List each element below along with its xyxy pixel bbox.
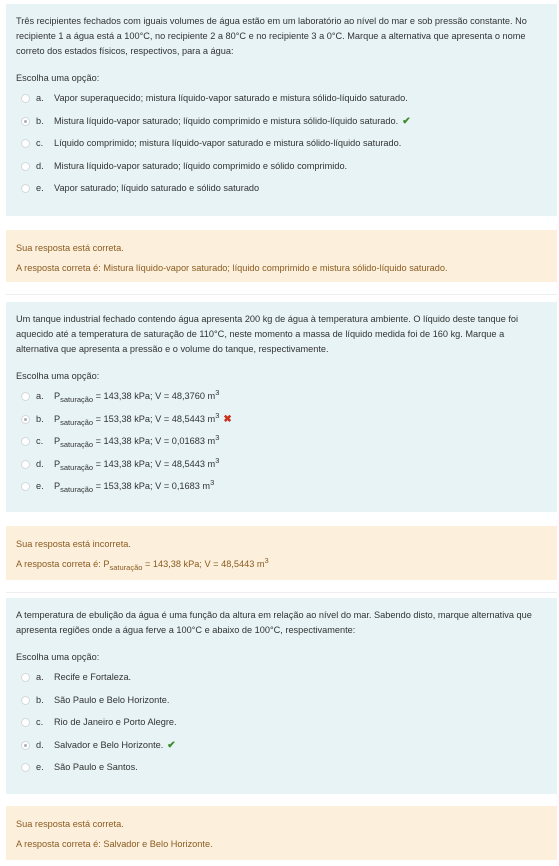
radio-b[interactable] (21, 696, 30, 705)
question-1-text: Três recipientes fechados com iguais volumes de água estão em um laboratório ao nível do mar e sob pressão constante. No recipiente 1 a água está a 100°C, no recipiente 2 a 80°C e no recipiente 3 a 0°C. Marque a alternativa que apresenta o nome correto dos estados físicos, respectivos, para a água: (16, 16, 527, 56)
radio-a[interactable] (21, 673, 30, 682)
question-2-text: Um tanque industrial fechado contendo água apresenta 200 kg de água à temperatura ambiente. O líquido deste tanque foi aquecido até a temperatura de saturação de 110°C, neste momento a massa de líquido medida foi de 160 kg. Marque a alternativa que apresenta a pressão e o volume do tanque, respectivamente. (16, 314, 519, 354)
radio-c[interactable] (21, 718, 30, 727)
feedback-1-answer: A resposta correta é: Mistura líquido-vapor saturado; líquido comprimido e mistura sólido-líquido saturado. (16, 263, 448, 273)
radio-a[interactable] (21, 392, 30, 401)
radio-a[interactable] (21, 94, 30, 103)
option-a[interactable]: a. $P_{saturação} = 143,38$ kPa; V = 48,3760 $m^3$ (16, 388, 547, 411)
radio-d-selected[interactable] (21, 741, 30, 750)
feedback-2-status: Sua resposta está incorreta. (16, 539, 131, 549)
question-1-prompt: Escolha uma opção: (16, 73, 100, 83)
radio-e[interactable] (21, 763, 30, 772)
question-2-prompt: Escolha uma opção: (16, 371, 100, 381)
radio-c[interactable] (21, 139, 30, 148)
option-c[interactable]: c. Líquido comprimido; mistura líquido-vapor saturado e mistura sólido-líquido saturado. (16, 135, 547, 158)
radio-d[interactable] (21, 162, 30, 171)
option-e[interactable]: e. Vapor saturado; líquido saturado e sólido saturado (16, 180, 547, 203)
option-e[interactable]: e. São Paulo e Santos. (16, 759, 547, 782)
option-b[interactable]: b. $P_{saturação} = 153,38$ kPa; V = 48,5443 $m^3$ ✖ (16, 411, 547, 434)
option-d[interactable]: d. $P_{saturação} = 143,38$ kPa; V = 48,5443 $m^3$ (16, 456, 547, 479)
option-b[interactable]: b. São Paulo e Belo Horizonte. (16, 692, 547, 715)
option-e[interactable]: e. $P_{saturação} = 153,38$ kPa; V = 0,1683 $m^3$ (16, 478, 547, 501)
feedback-3-status: Sua resposta está correta. (16, 819, 124, 829)
question-3-text: A temperatura de ebulição da água é uma função da altura em relação ao nível do mar. Sabendo disto, marque alternativa que apresenta regiões onde a água ferve a 100°C e abaixo de 100°C, respectivamente: (16, 610, 532, 635)
check-icon: ✔ (167, 739, 176, 751)
radio-e[interactable] (21, 482, 30, 491)
option-b[interactable]: b. Mistura líquido-vapor saturado; líquido comprimido e mistura sólido-líquido saturado. ✔ (16, 113, 547, 136)
radio-b-selected[interactable] (21, 415, 30, 424)
option-c[interactable]: c. Rio de Janeiro e Porto Alegre. (16, 714, 547, 737)
radio-e[interactable] (21, 184, 30, 193)
cross-icon: ✖ (223, 413, 232, 425)
option-d[interactable]: d. Salvador e Belo Horizonte. ✔ (16, 737, 547, 760)
radio-c[interactable] (21, 437, 30, 446)
radio-b-selected[interactable] (21, 117, 30, 126)
question-3 (6, 598, 557, 794)
question-3-prompt: Escolha uma opção: (16, 652, 100, 662)
feedback-2 (6, 526, 557, 580)
radio-d[interactable] (21, 460, 30, 469)
feedback-2-answer: A resposta correta é: $P_{saturação} = 143,38$ kPa; V = 48,5443 $m^3$ (16, 556, 269, 572)
feedback-3 (6, 806, 557, 860)
feedback-3-answer: A resposta correta é: Salvador e Belo Horizonte. (16, 839, 213, 849)
question-2 (6, 302, 557, 512)
divider (6, 592, 557, 593)
divider (6, 294, 557, 295)
check-icon: ✔ (402, 115, 411, 127)
option-c[interactable]: c. $P_{saturação} = 143,38$ kPa; V = 0,01683 $m^3$ (16, 433, 547, 456)
option-a[interactable]: a. Vapor superaquecido; mistura líquido-vapor saturado e mistura sólido-líquido saturado. (16, 90, 547, 113)
question-1 (6, 4, 557, 216)
option-d[interactable]: d. Mistura líquido-vapor saturado; líquido comprimido e sólido comprimido. (16, 158, 547, 181)
feedback-1 (6, 230, 557, 282)
feedback-1-status: Sua resposta está correta. (16, 243, 124, 253)
option-a[interactable]: a. Recife e Fortaleza. (16, 669, 547, 692)
